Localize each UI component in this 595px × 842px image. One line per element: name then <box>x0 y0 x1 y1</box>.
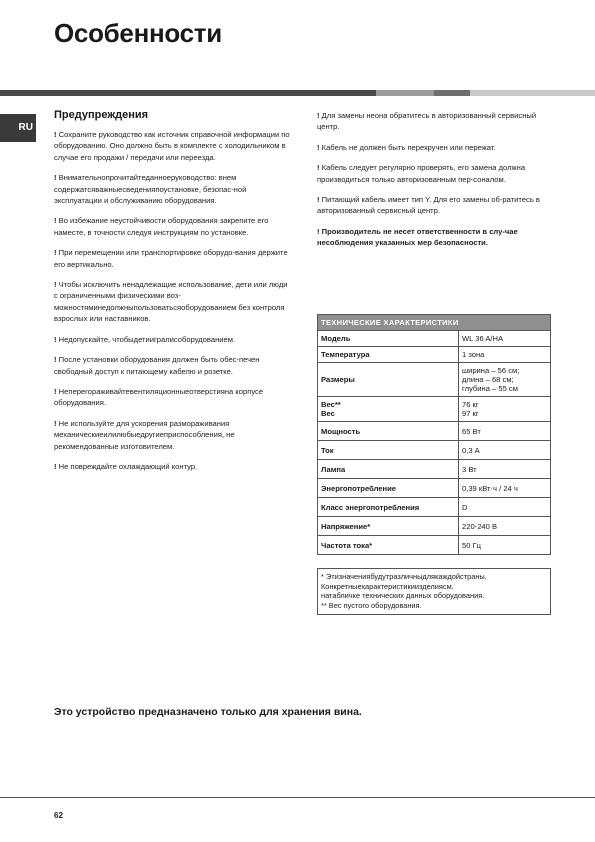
spec-label: Модель <box>318 331 459 347</box>
header-rule-mid <box>376 90 434 96</box>
warnings-heading: Предупреждения <box>54 109 149 121</box>
warnings-right-column <box>317 110 553 258</box>
spec-label: Ток <box>318 441 459 460</box>
warning-item: ! Во избежание неустойчивости оборудования закрепите его наместе, в точности следуя инструкциям по установке. <box>54 216 269 237</box>
warning-item: ! Чтобы исключить ненадлежащие использование, дети или люди с ограниченными физическими воз-можностяминедолжныпользоватьсяоборудованием без контроля взрослых или наставников. <box>54 280 288 324</box>
spec-value: D <box>459 498 551 517</box>
spec-label-weight: Вес** Вес <box>318 397 459 422</box>
footer-divider <box>0 797 595 798</box>
table-row <box>318 363 551 397</box>
spec-label: Частота тока* <box>318 536 459 555</box>
spec-label: Мощность <box>318 422 459 441</box>
spec-label: Напряжение* <box>318 517 459 536</box>
table-row <box>318 347 551 363</box>
specs-header-row <box>318 315 551 331</box>
page-number: 62 <box>54 811 63 820</box>
table-row <box>318 422 551 441</box>
spec-label: Энергопотребление <box>318 479 459 498</box>
manufacturer-liability-warning: ! Производитель не несет ответственности в слу-чае несоблюдения указанных мер безопасности. <box>317 226 518 248</box>
table-row <box>318 517 551 536</box>
warning-item: ! Недопускайте, чтобыдетиигралисоборудованием. <box>54 334 236 344</box>
table-row <box>318 479 551 498</box>
spec-label: Размеры <box>318 363 459 397</box>
spec-value: 220-240 В <box>459 517 551 536</box>
warning-item: ! Не повреждайте охлаждающий контур. <box>54 461 198 471</box>
warning-item: ! После установки оборудования должен быть обес-печен свободный доступ к питающему кабелю и розетке. <box>54 355 260 376</box>
header-rule-dark-short <box>434 90 470 96</box>
language-tab: RU <box>0 114 36 142</box>
spec-value: 0,39 кВт·ч / 24 ч <box>459 479 551 498</box>
header-rule-dark <box>0 90 376 96</box>
warning-item: ! При перемещении или транспортировке оборудо-вания держите его вертикально. <box>54 248 288 269</box>
warning-item: ! Не используйте для ускорения размораживания механическиеилилюбыедругиеприспособления, не рекомендованные изготовителем. <box>54 418 235 451</box>
table-row <box>318 498 551 517</box>
warning-item: ! Кабель не должен быть перекручен или пережат. <box>317 142 496 152</box>
table-row <box>318 536 551 555</box>
table-row <box>318 397 551 422</box>
spec-label: Класс энергопотребления <box>318 498 459 517</box>
spec-value: 50 Гц <box>459 536 551 555</box>
spec-label: Температура <box>318 347 459 363</box>
spec-value: 1 зона <box>459 347 551 363</box>
spec-label: Лампа <box>318 460 459 479</box>
warning-item: ! Для замены неона обратитесь в авторизованный сервисный центр. <box>317 111 537 132</box>
technical-specs-table <box>317 314 551 555</box>
header-rule-light <box>470 90 595 96</box>
footnote-line: ** Вес пустого оборудования. <box>321 600 422 610</box>
warnings-left-column <box>54 109 290 481</box>
specs-heading: ТЕХНИЧЕСКИЕ ХАРАКТЕРИСТИКИ <box>318 315 551 331</box>
warning-item: ! Кабель следует регулярно проверять, его замена должна производиться только авторизованным пер-соналом. <box>317 163 526 184</box>
footnote-line: натабличке технических данных оборудования. <box>321 591 485 601</box>
specs-footnotes <box>317 568 551 615</box>
table-row <box>318 460 551 479</box>
spec-value: WL 36 A/HA <box>459 331 551 347</box>
footnote-line: Конкретныехарактеристикиизделиясм. <box>321 581 454 591</box>
spec-value-weight: 76 кг 97 кг <box>459 397 551 422</box>
spec-value: 65 Вт <box>459 422 551 441</box>
warning-item: ! Питающий кабель имеет тип Y. Для его замены об-ратитесь в авторизованный сервисный центр. <box>317 195 540 216</box>
warning-item: ! Сохраните руководство как источник справочной информации по оборудованию. Оно должно быть в комплекте с холодильником в случае его продажи / передачи или переезда. <box>54 130 290 162</box>
footnote-line: * Этизначениябудутразличныдлякаждойстраны. <box>321 572 487 581</box>
table-row <box>318 441 551 460</box>
spec-value: 0,3 А <box>459 441 551 460</box>
warning-item: ! Неперегораживайтевентиляционныеотверстияна корпусе оборудования. <box>54 386 264 408</box>
spec-value: 3 Вт <box>459 460 551 479</box>
spec-value-dimensions: ширина – 56 см; длина – 68 см; глубина – 55 см <box>459 363 551 397</box>
table-row <box>318 331 551 347</box>
page-title: Особенности <box>54 18 222 48</box>
warning-item: ! Внимательнопрочитайтеданноеруководство: внем содержатсяважныесведенияпоустановке, безопас-ной эксплуатации и обслуживанию оборудования. <box>54 173 247 206</box>
wine-storage-note: Это устройство предназначено только для хранения вина. <box>54 706 362 718</box>
